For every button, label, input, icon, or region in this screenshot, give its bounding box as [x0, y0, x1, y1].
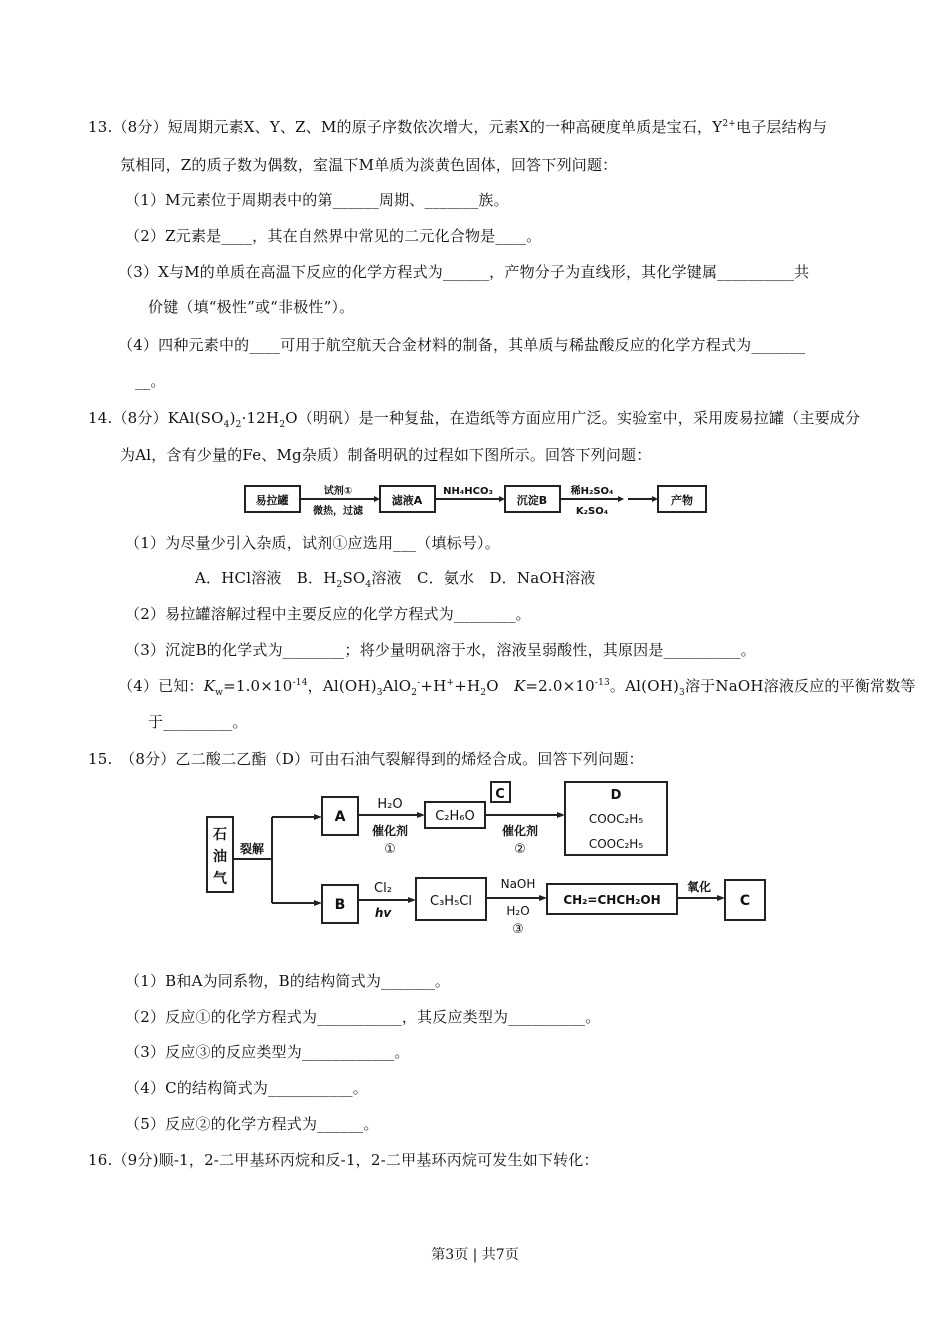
text-run: 2: [279, 420, 286, 430]
flow-reagent: NH₄HCO₃: [443, 486, 493, 497]
q15-sub2: [125, 1007, 600, 1027]
text-run: 2: [480, 688, 487, 698]
text-run: ·12H: [241, 409, 280, 427]
text-run: （1）B和A为同系物，B的结构简式为_______。: [125, 972, 451, 990]
scheme-compound-c: C: [739, 893, 751, 909]
q13-sub3: [118, 262, 809, 282]
scheme-condition: hv: [374, 906, 392, 920]
text-run: （4）已知：: [118, 677, 204, 695]
flow-box-label: 滤液A: [391, 494, 423, 507]
text-run: O（明矾）是一种复盐，在造纸等方面应用广泛。实验室中，采用废易拉罐（主要成分: [285, 409, 861, 427]
text-run: +H: [454, 677, 481, 695]
text-run: （3）X与M的单质在高温下反应的化学方程式为______，产物分子为直线形，其化学键属__________共: [118, 263, 810, 281]
flow-reagent: 稀H₂SO₄: [570, 486, 614, 497]
text-run: 电子层结构与: [736, 118, 828, 136]
text-run: 13.（8分）短周期元素X、Y、Z、M的原子序数依次增大，元素X的一种高硬度单质是宝石，Y: [88, 118, 723, 136]
scheme-reagent: Cl₂: [374, 881, 392, 896]
alum-flow-diagram: [240, 476, 710, 520]
text-run: A．HCl溶液 B．H: [195, 569, 337, 587]
text-run: 4: [365, 580, 372, 590]
text-run: （4）四种元素中的____可用于航空航天合金材料的制备，其单质与稀盐酸反应的化学方程式为_______: [118, 336, 806, 354]
text-run: （1）为尽量少引入杂质，试剂①应选用___（填标号）。: [125, 534, 500, 552]
text-run: 2+: [722, 119, 737, 129]
text-run: 溶液 C．氨水 D．NaOH溶液: [371, 569, 596, 587]
text-run: （5）反应②的化学方程式为______。: [125, 1115, 379, 1133]
text-run: O: [486, 677, 514, 695]
text-run: SO: [342, 569, 366, 587]
text-run: =2.0×10: [525, 677, 595, 695]
text-run: 氖相同，Z的质子数为偶数，室温下M单质为淡黄色固体，回答下列问题：: [120, 156, 618, 174]
scheme-catalyst: 催化剂: [501, 824, 539, 838]
page-footer: 第3页 | 共7页: [431, 1247, 519, 1263]
q13-line: [120, 155, 617, 175]
scheme-condition: 氧化: [686, 880, 712, 894]
flow-box-label: 沉淀B: [516, 494, 548, 507]
text-run: （1）M元素位于周期表中的第______周期、_______族。: [125, 191, 509, 209]
scheme-label: 油: [213, 849, 227, 865]
text-run: w: [215, 688, 224, 698]
q14-sub1: [125, 533, 500, 553]
q13-line: [88, 117, 827, 137]
q15-sub5: [125, 1114, 379, 1134]
flow-condition: 微热，过滤: [313, 506, 363, 517]
q15-sub1: [125, 971, 450, 991]
text-run: 。Al(OH): [609, 677, 680, 695]
text-run: __。: [135, 372, 166, 390]
q14-sub2: [125, 604, 531, 624]
scheme-compound-b: B: [334, 897, 346, 913]
text-run: （3）沉淀B的化学式为________；将少量明矾溶于水，溶液呈弱酸性，其原因是__________。: [125, 641, 756, 659]
scheme-compound-a: A: [334, 809, 346, 825]
text-run: 溶于NaOH溶液反应的平衡常数等: [684, 677, 916, 695]
text-run: +H: [420, 677, 447, 695]
scheme-step-number: ②: [514, 842, 526, 857]
q14-line: [148, 712, 248, 732]
q14-sub4: [118, 676, 916, 696]
q13-sub4: [118, 335, 805, 355]
text-run: 2: [411, 688, 418, 698]
text-run: -14: [292, 678, 308, 688]
flow-reagent: 试剂①: [323, 486, 353, 497]
text-run: （4）C的结构简式为___________。: [125, 1079, 368, 1097]
scheme-step-number: ③: [512, 922, 524, 937]
text-run: 2: [235, 420, 242, 430]
text-run: （3）反应③的反应类型为____________。: [125, 1043, 410, 1061]
text-run: 4: [223, 420, 230, 430]
text-run: 2: [336, 580, 343, 590]
q14-line: [88, 408, 860, 428]
scheme-label: 石: [213, 827, 227, 843]
scheme-compound: C₂H₆O: [435, 809, 475, 824]
q13-sub2: [125, 226, 541, 246]
q16-line: [88, 1150, 599, 1170]
text-run: 于_________。: [148, 713, 248, 731]
q14-sub3: [125, 640, 756, 660]
q15-line: [88, 749, 644, 769]
text-run: -: [417, 678, 421, 688]
text-run: （2）反应①的化学方程式为___________，其反应类型为__________。: [125, 1008, 601, 1026]
text-run: +: [446, 678, 455, 688]
q13-sub1: [125, 190, 509, 210]
text-run: K: [203, 677, 216, 695]
text-run: 15. （8分）乙二酸二乙酯（D）可由石油气裂解得到的烯烃合成。回答下列问题：: [88, 750, 644, 768]
text-run: ): [229, 409, 236, 427]
q13-line: [148, 297, 354, 317]
scheme-reagent: H₂O: [506, 904, 530, 918]
scheme-reagent-c: C: [495, 787, 505, 802]
scheme-label: 气: [213, 871, 227, 887]
text-run: AlO: [382, 677, 412, 695]
scheme-compound-d: D: [610, 788, 622, 803]
scheme-ester-group: COOC₂H₅: [588, 812, 644, 826]
scheme-ester-group: COOC₂H₅: [588, 837, 644, 851]
scheme-reagent: NaOH: [500, 877, 536, 891]
text-run: 16.（9分)顺-1，2-二甲基环丙烷和反-1，2-二甲基环丙烷可发生如下转化：: [88, 1151, 599, 1169]
q13-line: [135, 371, 166, 391]
text-run: 价键（填“极性”或“非极性”）。: [148, 298, 355, 316]
text-run: K: [513, 677, 526, 695]
scheme-condition: 裂解: [239, 842, 265, 856]
text-run: 3: [679, 688, 685, 698]
scheme-reagent: H₂O: [377, 797, 403, 812]
q15-sub4: [125, 1078, 368, 1098]
q14-options: [195, 568, 596, 588]
flow-reagent: K₂SO₄: [575, 506, 609, 517]
text-run: （2）易拉罐溶解过程中主要反应的化学方程式为________。: [125, 605, 531, 623]
scheme-compound: C₃H₅Cl: [430, 894, 472, 909]
text-run: =1.0×10: [223, 677, 293, 695]
flow-box-label: 产物: [671, 494, 693, 507]
text-run: （2）Z元素是____，其在自然界中常见的二元化合物是____。: [125, 227, 542, 245]
text-run: -13: [594, 678, 610, 688]
scheme-step-number: ①: [384, 842, 396, 857]
q15-sub3: [125, 1042, 410, 1062]
text-run: ，Al(OH): [307, 677, 377, 695]
text-run: 3: [376, 688, 383, 698]
flow-box-label: 易拉罐: [255, 494, 289, 507]
scheme-compound: CH₂=CHCH₂OH: [563, 893, 661, 907]
scheme-catalyst: 催化剂: [371, 824, 409, 838]
text-run: 为Al，含有少量的Fe、Mg杂质）制备明矾的过程如下图所示。回答下列问题：: [120, 446, 652, 464]
synthesis-scheme: [200, 775, 770, 945]
text-run: 14.（8分）KAl(SO: [88, 409, 224, 427]
q14-line: [120, 445, 651, 465]
